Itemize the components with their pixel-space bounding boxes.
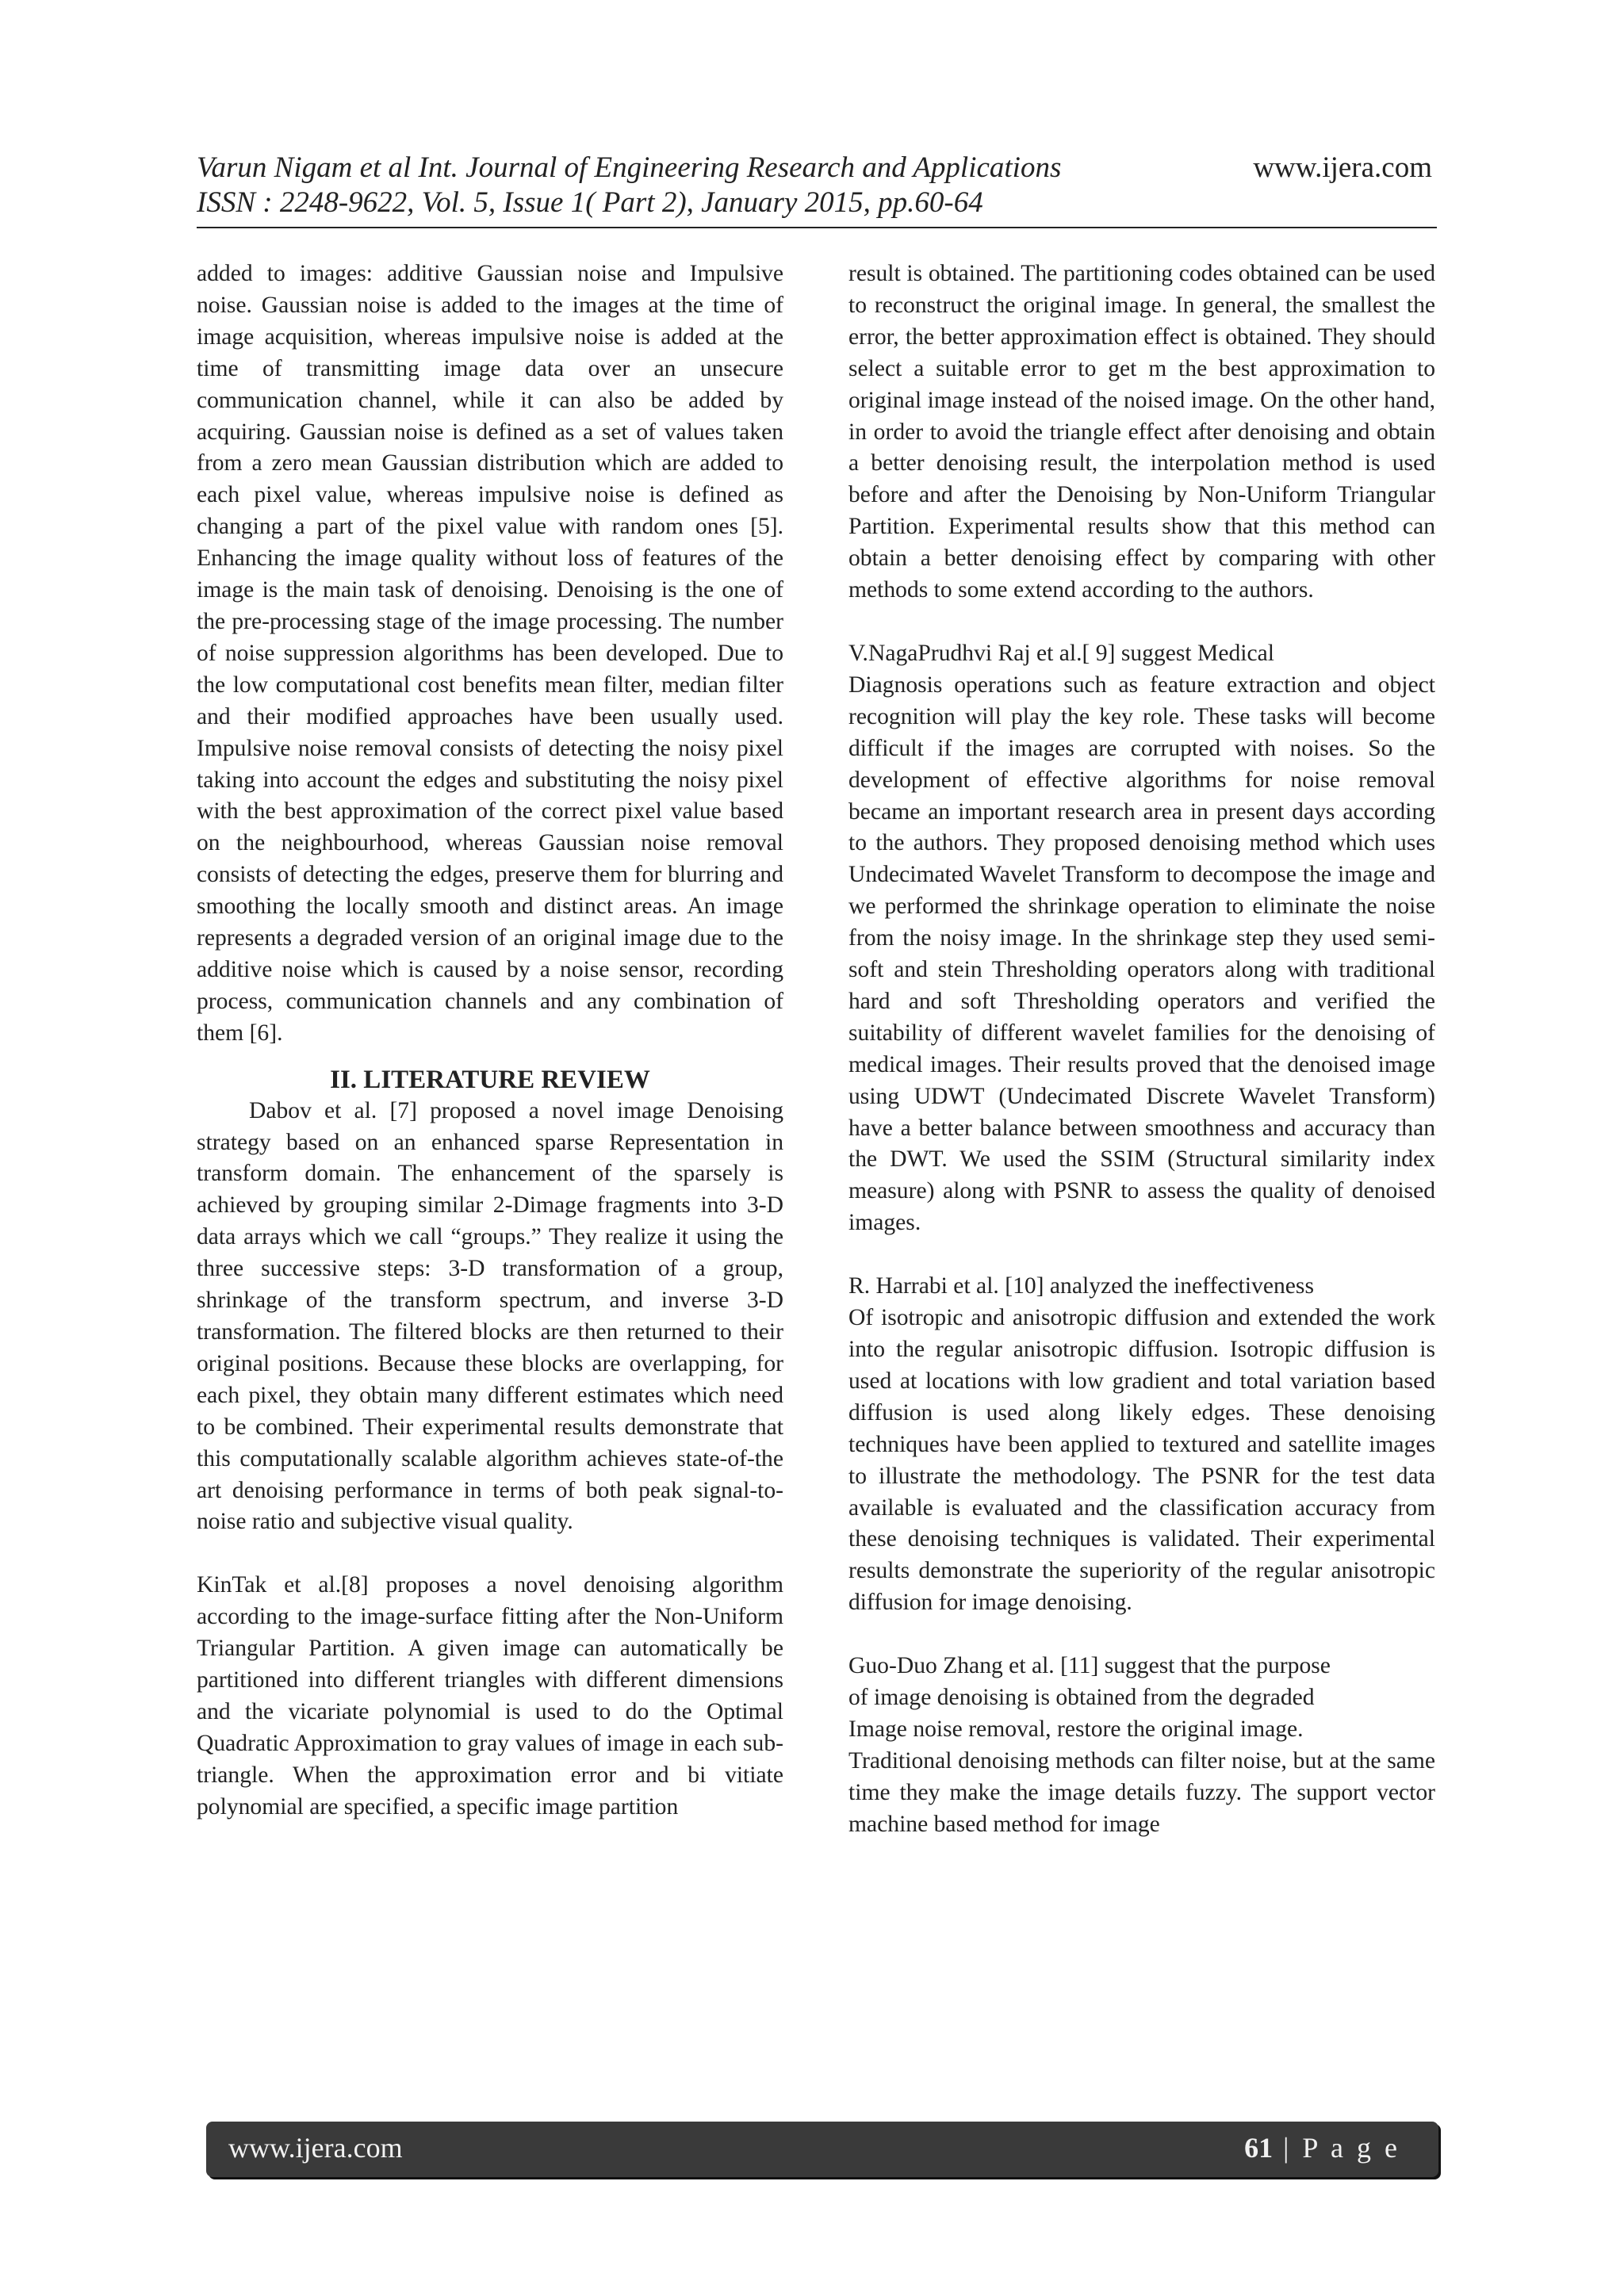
paragraph-gap: [848, 1239, 1435, 1271]
paragraph-gap: [197, 1538, 783, 1570]
left-column: [197, 258, 783, 1823]
paragraph-noise-types: added to images: additive Gaussian noise and Impulsive noise. Gaussian noise is added to the images at the time of image acquisition, whereas impulsive noise is added at the time of transmitting image data over an unsecure communication channel, while it can also be added by acquiring. Gaussian noise is defined as a set of values taken from a zero mean Gaussian distribution which are added to each pixel value, whereas impulsive noise is defined as changing a part of the pixel value with random ones [5]. Enhancing the image quality without loss of features of the image is the main task of denoising. Denoising is the one of the pre-processing stage of the image processing. The number of noise suppression algorithms has been developed. Due to the low computational cost benefits mean filter, median filter and their modified approaches have been usually used. Impulsive noise removal consists of detecting the noisy pixel taking into account the edges and substituting the noisy pixel with the best approximation of the correct pixel value based on the neighbourhood, whereas Gaussian noise removal consists of detecting the edges, preserve them for blurring and smoothing the locally smooth and distinct areas. An image represents a degraded version of an original image due to the additive noise which is caused by a noise sensor, recording process, communication channels and any combination of them [6].: [197, 261, 783, 1046]
paragraph-zhang: Traditional denoising methods can filter noise, but at the same time they make the image details fuzzy. The support vector machine based method for image: [848, 1747, 1435, 1837]
right-column: [848, 258, 1435, 1841]
page-number: 61: [1244, 2132, 1274, 2164]
paragraph-nagaprudhvi-first-line: V.NagaPrudhvi Raj et al.[ 9] suggest Medical: [848, 640, 1274, 666]
running-header: [197, 151, 1437, 220]
paragraph-zhang-line-2: of image denoising is obtained from the degraded: [848, 1685, 1315, 1711]
paragraph-nagaprudhvi: Diagnosis operations such as feature extraction and object recognition will play the key role. These tasks will become difficult if the images are corrupted with noises. So the development of effective algorithms for noise removal became an important research area in present days according to the authors. They proposed denoising method which uses Undecimated Wavelet Transform to decompose the image and we performed the shrinkage operation to eliminate the noise from the noisy image. In the shrinkage step they used semi-soft and stein Thresholding operators along with traditional hard and soft Thresholding operators and verified the suitability of different wavelet families for the denoising of medical images. Their results proved that the denoised image using UDWT (Undecimated Discrete Wavelet Transform) have a better balance between smoothness and accuracy than the DWT. We used the SSIM (Structural similarity index measure) along with PSNR to assess the quality of denoised images.: [848, 672, 1435, 1236]
paragraph-zhang-line-3: Image noise removal, restore the original image.: [848, 1716, 1304, 1742]
paragraph-partition-result: result is obtained. The partitioning codes obtained can be used to reconstruct the original image. In general, the smallest the error, the better approximation effect is obtained. They should select a suitable error to get m the best approximation to original image instead of the noised image. On the other hand, in order to avoid the triangle effect after denoising and obtain a better denoising result, the interpolation method is used before and after the Denoising by Non-Uniform Triangular Partition. Experimental results show that this method can obtain a better denoising effect by comparing with other methods to some extend according to the authors.: [848, 261, 1435, 603]
paragraph-gap: [197, 1050, 783, 1056]
paragraph-harrabi-first-line: R. Harrabi et al. [10] analyzed the ineffectiveness: [848, 1273, 1314, 1299]
paragraph-gap: [848, 607, 1435, 638]
page-footer: [206, 2122, 1438, 2177]
paragraph-kintak: KinTak et al.[8] proposes a novel denoising algorithm according to the image-surface fitting after the Non-Uniform Triangular Partition. A given image can automatically be partitioned into different triangles with different dimensions and the vicariate polynomial is used to do the Optimal Quadratic Approximation to gray values of image in each sub-triangle. When the approximation error and bi vitiate polynomial are specified, a specific image partition: [197, 1572, 783, 1820]
page-label: | P a g e: [1273, 2132, 1400, 2164]
page-indicator: [1244, 2131, 1400, 2164]
paragraph-gap: [848, 1619, 1435, 1651]
issn-line: ISSN : 2248-9622, Vol. 5, Issue 1( Part 2), January 2015, pp.60-64: [197, 186, 983, 219]
header-website: www.ijera.com: [1253, 151, 1432, 184]
section-heading-literature-review: II. LITERATURE REVIEW: [330, 1065, 650, 1094]
header-rule: [197, 227, 1437, 228]
paragraph-zhang-line-1: Guo-Duo Zhang et al. [11] suggest that the purpose: [848, 1653, 1331, 1679]
journal-title-line: Varun Nigam et al Int. Journal of Engineering Research and Applications: [197, 151, 1062, 184]
paragraph-dabov: Dabov et al. [7] proposed a novel image Denoising strategy based on an enhanced sparse Representation in transform domain. The enhancement of the sparsely is achieved by grouping similar 2-Dimage fragments into 3-D data arrays which we call “groups.” They realize it using the three successive steps: 3-D transformation of a group, shrinkage of the transform spectrum, and inverse 3-D transformation. The filtered blocks are then returned to their original positions. Because these blocks are overlapping, for each pixel, they obtain many different estimates which need to be combined. Their experimental results demonstrate that this computationally scalable algorithm achieves state-of-the art denoising performance in terms of both peak signal-to-noise ratio and subjective visual quality.: [197, 1097, 783, 1535]
paragraph-harrabi: Of isotropic and anisotropic diffusion and extended the work into the regular anisotropic diffusion. Isotropic diffusion is used at locations with low gradient and total variation based diffusion is used along likely edges. These denoising techniques have been applied to textured and satellite images to illustrate the methodology. The PSNR for the test data available is evaluated and the classification accuracy from these denoising techniques is validated. Their experimental results demonstrate the superiority of the regular anisotropic diffusion for image denoising.: [848, 1305, 1435, 1616]
footer-website: www.ijera.com: [228, 2132, 403, 2164]
